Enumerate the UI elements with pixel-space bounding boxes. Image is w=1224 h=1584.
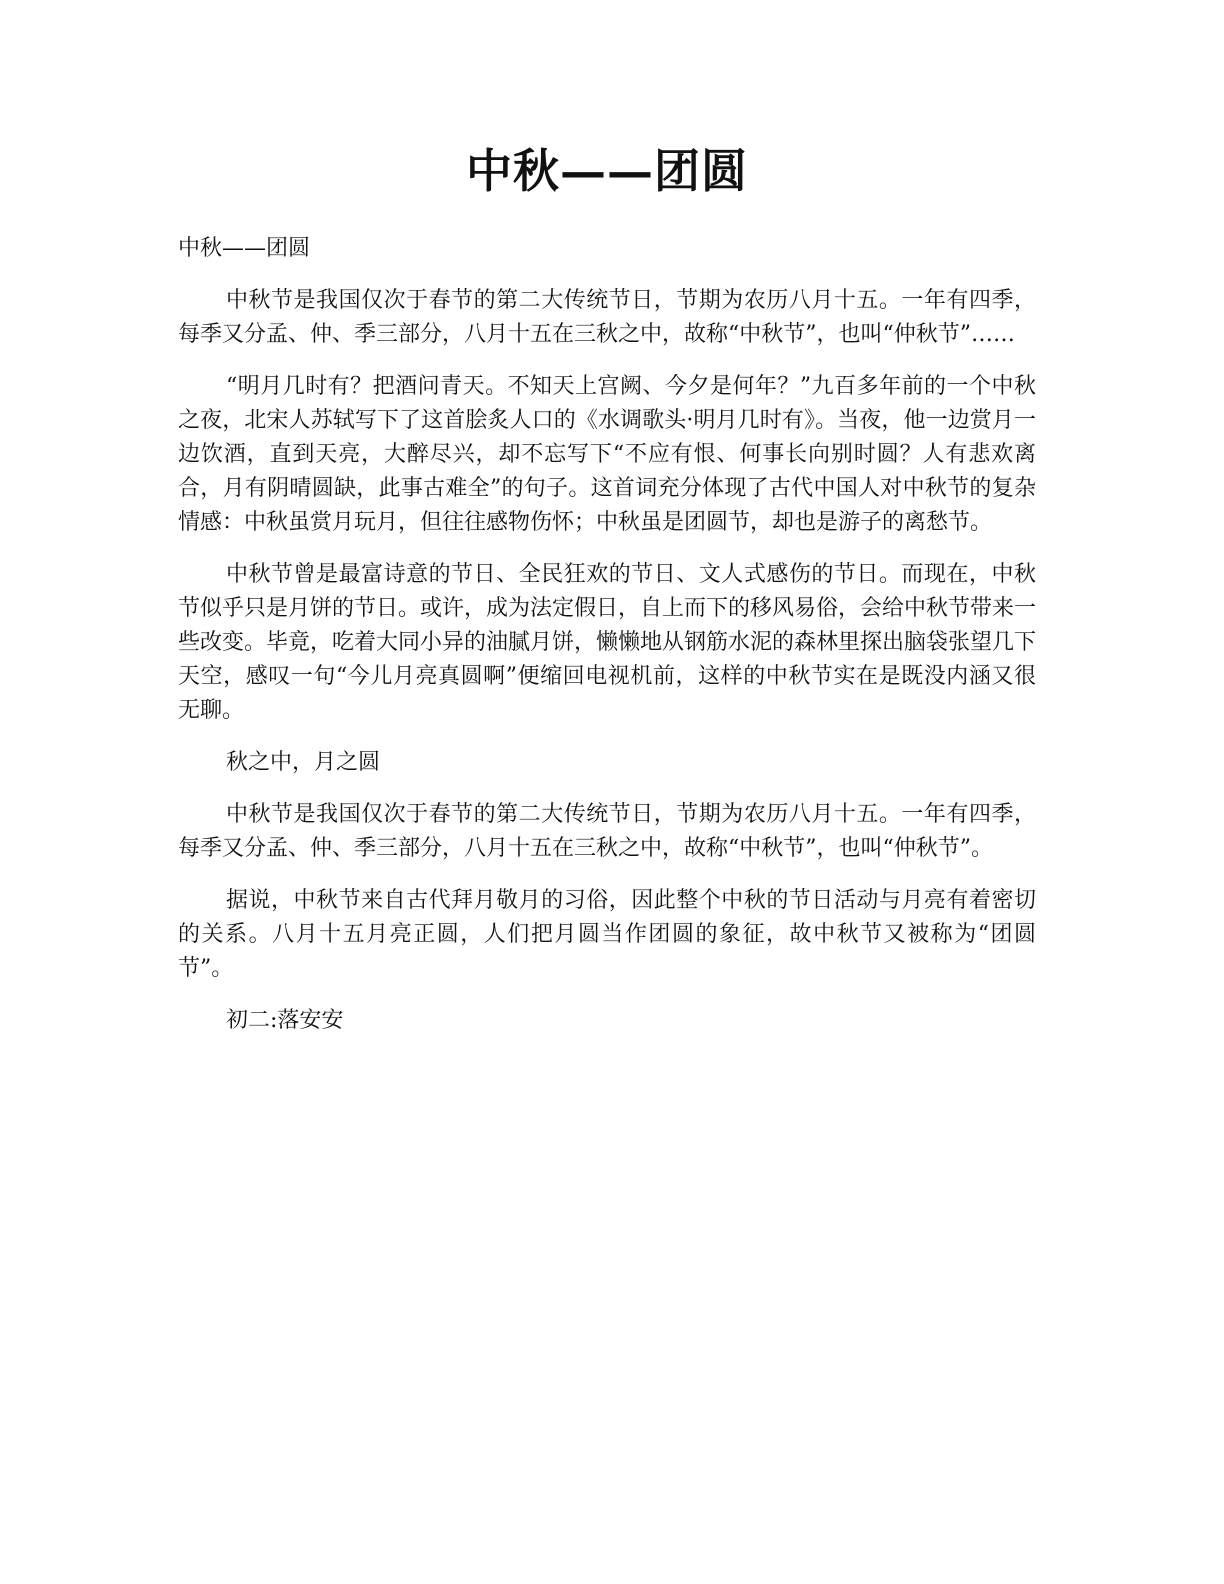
section-heading: 秋之中，月之圆 xyxy=(226,750,381,775)
paragraph-origin: 中秋节是我国仅次于春节的第二大传统节日，节期为农历八月十五。一年有四季，每季又分孟、仲、季三部分，八月十五在三秋之中，故称“中秋节”，也叫“仲秋节”。 xyxy=(178,802,1036,861)
paragraph-intro: 中秋节是我国仅次于春节的第二大传统节日，节期为农历八月十五。一年有四季，每季又分孟、仲、季三部分，八月十五在三秋之中，故称“中秋节”，也叫“仲秋节”…… xyxy=(178,288,1036,347)
author-line: 初二:落安安 xyxy=(226,1008,344,1033)
document-title: 中秋——团圆 xyxy=(466,144,748,198)
document-page xyxy=(178,140,1036,1056)
paragraph-modern: 中秋节曾是最富诗意的节日、全民狂欢的节日、文人式感伤的节日。而现在，中秋节似乎只是月饼的节日。或许，成为法定假日，自上而下的移风易俗，会给中秋节带来一些改变。毕竟，吃着大同小异的油腻月饼，懒懒地从钢筋水泥的森林里探出脑袋张望几下天空，感叹一句“今儿月亮真圆啊”便缩回电视机前，这样的中秋节实在是既没内涵又很无聊。 xyxy=(178,562,1037,723)
paragraph-poem: “明月几时有？把酒问青天。不知天上宫阙、今夕是何年？”九百多年前的一个中秋之夜，北宋人苏轼写下了这首脍炙人口的《水调歌头·明月几时有》。当夜，他一边赏月一边饮酒，直到天亮，大醉尽兴，却不忘写下“不应有恨、何事长向别时圆？人有悲欢离合，月有阴晴圆缺，此事古难全”的句子。这首词充分体现了古代中国人对中秋节的复杂情感：中秋虽赏月玩月，但往往感物伤怀；中秋虽是团圆节，却也是游子的离愁节。 xyxy=(178,374,1036,535)
document-subtitle: 中秋——团圆 xyxy=(178,236,311,261)
paragraph-reunion: 据说，中秋节来自古代拜月敬月的习俗，因此整个中秋的节日活动与月亮有着密切的关系。八月十五月亮正圆，人们把月圆当作团圆的象征，故中秋节又被称为“团圆节”。 xyxy=(178,888,1036,981)
